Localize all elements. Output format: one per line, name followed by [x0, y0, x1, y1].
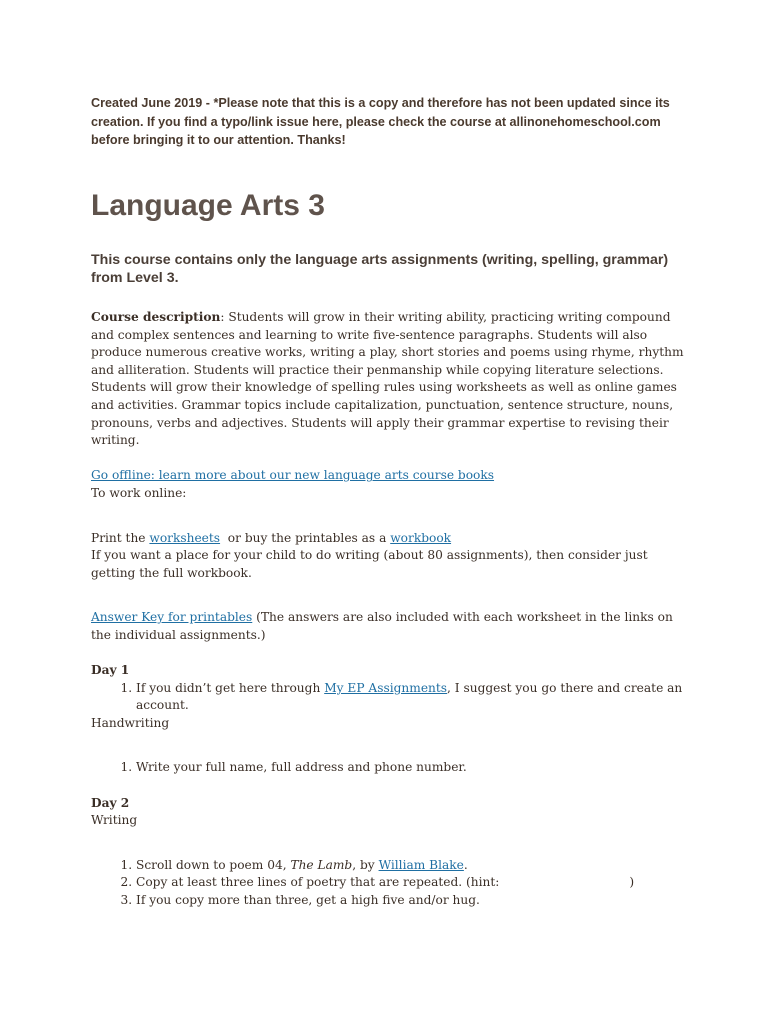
list-item [136, 680, 691, 715]
work-online-text: To work online: [91, 485, 187, 500]
course-description-label: Course description [91, 310, 221, 324]
workbook-note: If you want a place for your child to do writing (about 80 assignments), then consider just getting the full workbook. [91, 548, 648, 580]
list-item: 1. Write your full name, full address and phone number. [136, 759, 691, 777]
day1-list [91, 680, 691, 715]
poem-title: The Lamb [290, 857, 353, 872]
list-item [136, 857, 691, 875]
copy-notice: Created June 2019 - *Please note that this is a copy and therefore has not been updated since its creation. If you find a typo/link issue here, please check the course at allinonehomeschool.com before bringing it to our attention. Thanks! [91, 96, 670, 147]
course-description-text: : Students will grow in their writing ability, practicing writing compound and complex sentences and learning to write five-sentence paragraphs. Students will also produce numerous creative works, writing a play, short stories and poems using rhyme, rhythm and alliteration. Students will practice their penmanship while copying literature selections. Students will grow their knowledge of spelling rules using worksheets as well as online games and activities. Grammar topics include capitalization, punctuation, sentence structure, nouns, pronouns, verbs and adjectives. Students will apply their grammar expertise to revising their writing. [91, 310, 684, 448]
day1-handwriting-list [91, 759, 691, 777]
day2-item1-suffix: . [463, 857, 468, 872]
answer-key-paragraph [91, 609, 691, 644]
answer-key-link[interactable]: Answer Key for printables [91, 610, 253, 625]
worksheets-link[interactable]: worksheets [149, 530, 221, 545]
workbook-link[interactable]: workbook [390, 530, 452, 545]
offline-paragraph [91, 467, 691, 485]
answer-key-text: (The answers are also included with each worksheet in the links on the individual assignments.) [91, 610, 673, 642]
course-description [91, 309, 691, 450]
print-paragraph [91, 530, 691, 548]
william-blake-link[interactable]: William Blake [378, 857, 464, 872]
day1-section-handwriting: Handwriting [91, 715, 170, 730]
day1-item1-suffix: , I suggest you go there and create an account. [136, 680, 683, 713]
offline-course-books-link[interactable]: Go offline: learn more about our new language arts course books [91, 468, 495, 483]
day2-item2-prefix: Copy at least three lines of poetry that are repeated. (hint: [136, 875, 500, 890]
document-body [91, 309, 691, 910]
course-subtitle: This course contains only the language arts assignments (writing, spelling, grammar) from Level 3. [91, 252, 669, 286]
print-middle: or buy the printables as a [220, 530, 391, 545]
day1-item1-prefix: If you didn’t get here through [136, 680, 325, 695]
list-item: 3. If you copy more than three, get a high five and/or hug. [136, 892, 691, 910]
day2-item2-suffix: ) [629, 875, 635, 890]
print-prefix: Print the [91, 530, 150, 545]
day1-heading: Day 1 [91, 663, 130, 678]
day2-list [91, 857, 691, 910]
list-item [136, 874, 691, 892]
my-ep-assignments-link[interactable]: My EP Assignments [324, 680, 448, 695]
page-title: Language Arts 3 [91, 189, 325, 222]
day2-section-writing: Writing [91, 813, 138, 828]
day2-item1-middle: , by [352, 857, 379, 872]
day2-heading: Day 2 [91, 795, 130, 810]
day2-item1-prefix: Scroll down to poem 04, [136, 857, 291, 872]
